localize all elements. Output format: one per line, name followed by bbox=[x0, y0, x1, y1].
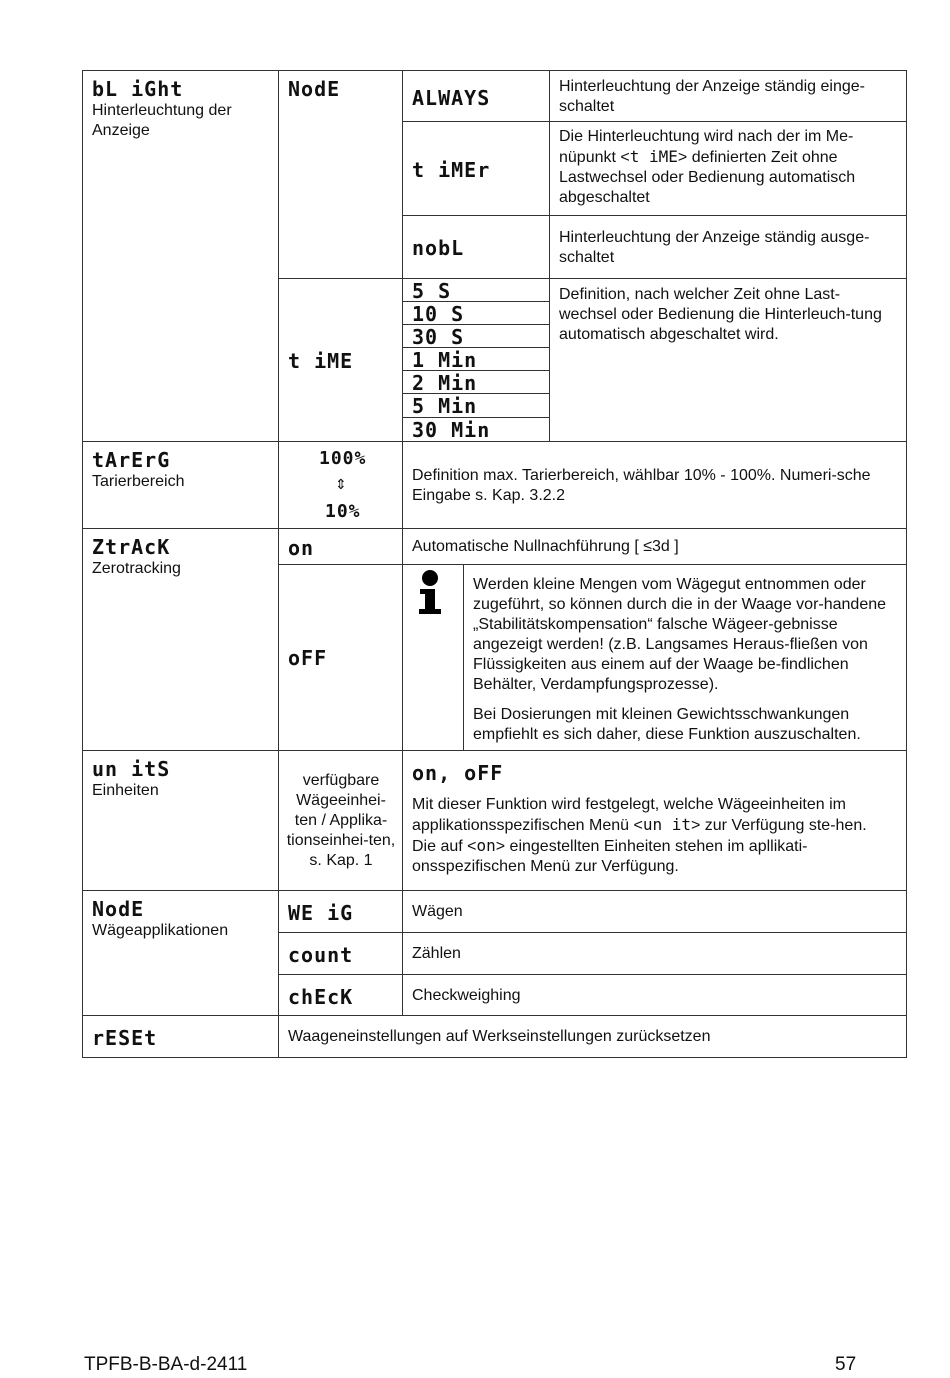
mode-count-code-cell bbox=[278, 932, 403, 975]
time-option-7-code: 30 Min bbox=[412, 418, 491, 442]
zero-on-desc-cell bbox=[402, 528, 907, 565]
mode-check-code-cell bbox=[278, 974, 403, 1016]
backlight-name: Hinterleuchtung der Anzeige bbox=[92, 102, 232, 139]
units-middle: verfügbare Wägeeinhei-ten / Applika-tionseinhei-ten, s. Kap. 1 bbox=[286, 772, 396, 869]
time-option-1 bbox=[402, 278, 550, 302]
reset-desc: Waageneinstellungen auf Werkseinstellungen zurücksetzen bbox=[288, 1028, 711, 1045]
timer-desc-pre: Die Hinterleuchtung wird nach der im Me-nüpunkt < bbox=[559, 128, 854, 166]
units-desc-a: Mit dieser Funktion wird festgelegt, welche Wägeeinheiten im applikationsspezifischen Menü < bbox=[412, 796, 846, 834]
tare-label-cell bbox=[82, 441, 279, 529]
zero-name: Zerotracking bbox=[92, 560, 181, 577]
time-option-5-code: 2 Min bbox=[412, 371, 478, 395]
time-option-3 bbox=[402, 324, 550, 348]
info-icon bbox=[415, 569, 445, 615]
mode-weigh-desc-cell bbox=[402, 890, 907, 933]
units-onoff-code: on, oFF bbox=[412, 761, 504, 785]
time-option-3-code: 30 S bbox=[412, 325, 465, 349]
backlight-mode-code: NodE bbox=[288, 77, 341, 101]
units-desc-b: > zur Verfügung ste-hen. Die auf < bbox=[412, 817, 867, 855]
zero-info-icon-cell bbox=[402, 564, 464, 751]
mode-count-desc: Zählen bbox=[412, 945, 461, 962]
mode-code: NodE bbox=[92, 897, 145, 921]
tare-range-arrow: ⇕ bbox=[335, 476, 347, 492]
tare-desc: Definition max. Tarierbereich, wählbar 10% - 100%. Numeri-sche Eingabe s. Kap. 3.2.2 bbox=[412, 467, 871, 504]
reset-code: rESEt bbox=[92, 1026, 158, 1050]
nobl-code: nobL bbox=[412, 236, 465, 260]
units-code: un itS bbox=[92, 757, 171, 781]
time-desc-cell bbox=[549, 278, 907, 442]
backlight-code: bL iGht bbox=[92, 77, 184, 101]
time-option-4-code: 1 Min bbox=[412, 348, 478, 372]
zero-info-text-cell bbox=[463, 564, 907, 751]
units-desc-cell bbox=[402, 750, 907, 891]
tare-name: Tarierbereich bbox=[92, 473, 185, 490]
time-option-2-code: 10 S bbox=[412, 302, 465, 326]
time-option-1-code: 5 S bbox=[412, 279, 452, 303]
nobl-desc: Hinterleuchtung der Anzeige ständig ausge-schaltet bbox=[559, 229, 870, 266]
footer-page-number: 57 bbox=[835, 1354, 857, 1375]
zero-on-desc: Automatische Nullnachführung [ ≤3d ] bbox=[412, 538, 679, 555]
mode-name: Wägeapplikationen bbox=[92, 922, 229, 939]
tare-desc-cell bbox=[402, 441, 907, 529]
mode-count-code: count bbox=[288, 943, 354, 967]
always-code: ALWAYS bbox=[412, 86, 491, 110]
always-desc: Hinterleuchtung der Anzeige ständig einge-schaltet bbox=[559, 78, 865, 115]
timer-desc-code: t iME bbox=[629, 147, 678, 166]
timer-desc bbox=[559, 127, 897, 208]
tare-range-max: 100% bbox=[319, 448, 367, 469]
zero-on-code: on bbox=[288, 536, 315, 560]
mode-count-desc-cell bbox=[402, 932, 907, 975]
zero-on-code-cell bbox=[278, 528, 403, 565]
mode-check-desc-cell bbox=[402, 974, 907, 1016]
zero-label-cell bbox=[82, 528, 279, 751]
mode-weigh-code: WE iG bbox=[288, 901, 354, 925]
units-desc-c: > eingestellten Einheiten stehen im apllikati-onsspezifischen Menü zur Verfügung. bbox=[412, 838, 808, 875]
units-middle-cell bbox=[278, 750, 403, 891]
tare-code: tArErG bbox=[92, 448, 171, 472]
units-desc-code1: un it bbox=[642, 815, 691, 834]
mode-weigh-desc: Wägen bbox=[412, 903, 463, 920]
backlight-mode-cell bbox=[278, 70, 403, 279]
tare-range-min: 10% bbox=[325, 501, 361, 522]
zero-off-code-cell bbox=[278, 564, 403, 751]
timer-desc-post: > definierten Zeit ohne Lastwechsel oder Bedienung automatisch abgeschaltet bbox=[559, 149, 856, 206]
settings-table bbox=[82, 70, 907, 1058]
time-option-6 bbox=[402, 393, 550, 418]
units-name: Einheiten bbox=[92, 782, 159, 799]
time-code: t iME bbox=[288, 349, 354, 373]
timer-desc-cell bbox=[549, 121, 907, 216]
always-code-cell bbox=[402, 70, 550, 122]
units-desc-code2: on bbox=[476, 836, 496, 855]
tare-range-cell bbox=[278, 441, 403, 529]
mode-check-code: chEcK bbox=[288, 985, 354, 1009]
zero-code: ZtrAcK bbox=[92, 535, 171, 559]
reset-desc-cell bbox=[278, 1015, 907, 1058]
time-option-5 bbox=[402, 370, 550, 394]
zero-info-p2: Bei Dosierungen mit kleinen Gewichtsschwankungen empfiehlt es sich daher, diese Funktion auszuschalten. bbox=[473, 706, 861, 743]
footer-doc-id: TPFB-B-BA-d-2411 bbox=[84, 1354, 248, 1375]
time-option-4 bbox=[402, 347, 550, 371]
mode-weigh-code-cell bbox=[278, 890, 403, 933]
time-option-2 bbox=[402, 301, 550, 325]
mode-check-desc: Checkweighing bbox=[412, 987, 521, 1004]
timer-code: t iMEr bbox=[412, 158, 491, 182]
backlight-label-cell bbox=[82, 70, 279, 442]
time-option-6-code: 5 Min bbox=[412, 394, 478, 418]
time-code-cell bbox=[278, 278, 403, 442]
time-option-7 bbox=[402, 417, 550, 442]
nobl-desc-cell bbox=[549, 215, 907, 279]
timer-code-cell bbox=[402, 121, 550, 216]
units-label-cell bbox=[82, 750, 279, 891]
zero-off-code: oFF bbox=[288, 646, 328, 670]
time-desc: Definition, nach welcher Zeit ohne Last-wechsel oder Bedienung die Hinterleuch-tung automatisch abgeschaltet wird. bbox=[559, 286, 882, 343]
units-desc bbox=[412, 795, 892, 877]
mode-label-cell bbox=[82, 890, 279, 1016]
always-desc-cell bbox=[549, 70, 907, 122]
nobl-code-cell bbox=[402, 215, 550, 279]
reset-label-cell bbox=[82, 1015, 279, 1058]
zero-info-p1: Werden kleine Mengen vom Wägegut entnommen oder zugeführt, so können durch die in der Waage vor-handene „Stabilitätskompensation“ falsche Wägeer-gebnisse angezeigt werden! (z.B. Langsames Heraus-fließen von Flüssigkeiten aus einem auf der Waage be-findlichen Behälter, Verdampfungsprozesse). bbox=[473, 576, 887, 693]
